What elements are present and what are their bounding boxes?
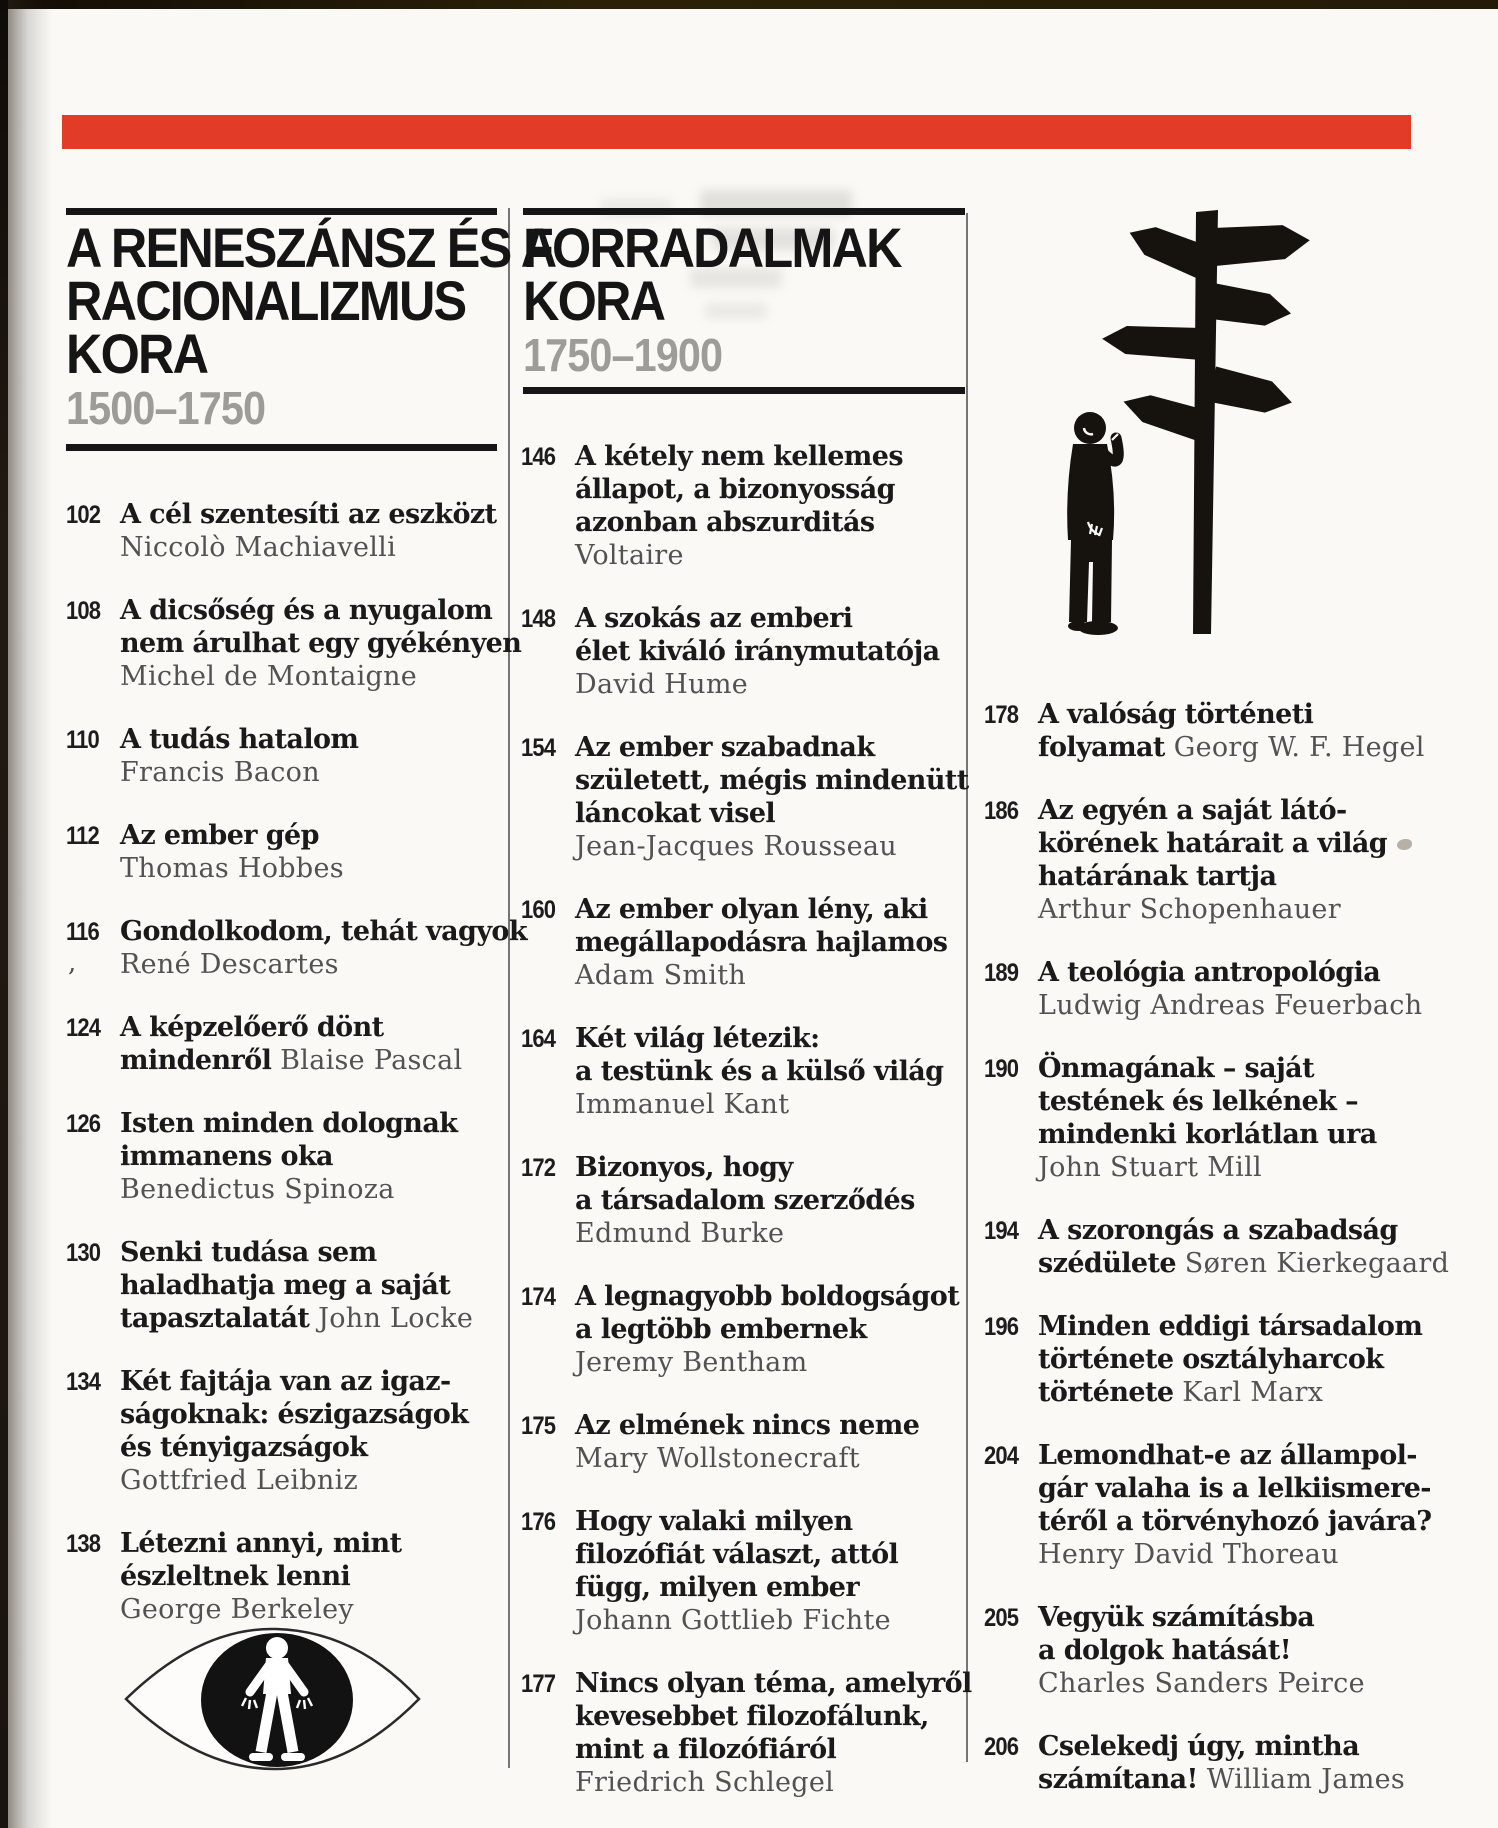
entry-text <box>1038 1310 1422 1409</box>
entry-text <box>1038 698 1425 764</box>
entry-title-line: A dicsőség és a nyugalom <box>120 595 493 626</box>
section-title <box>66 216 556 385</box>
toc-entry <box>66 819 508 885</box>
toc-entry <box>984 1439 1462 1571</box>
entry-title-line: a testünk és a külső világ <box>575 1056 944 1087</box>
section-years: 1750–1900 <box>523 329 723 381</box>
entry-author: Benedictus Spinoza <box>120 1174 395 1205</box>
entry-page-number: 164 <box>521 1025 556 1053</box>
toc-entry <box>984 1601 1462 1700</box>
entry-page-number: 154 <box>521 734 556 762</box>
entry-author: George Berkeley <box>120 1594 354 1625</box>
entry-text <box>120 915 527 981</box>
entry-title-line: Lemondhat-e az állampol- <box>1038 1440 1417 1471</box>
entry-page-number: 175 <box>521 1412 556 1440</box>
entry-title-line: A képzelőerő dönt <box>120 1012 384 1043</box>
toc-entry <box>66 1527 508 1626</box>
red-accent-bar <box>62 115 1411 149</box>
entry-title-line: mindenről <box>120 1045 272 1076</box>
entry-title-line: mindenki korlátlan ura <box>1038 1119 1377 1150</box>
entry-author: Adam Smith <box>575 960 747 991</box>
entry-text <box>1038 1601 1365 1700</box>
entry-title-line: A cél szentesíti az eszközt <box>120 499 497 530</box>
entry-author: Søren Kierkegaard <box>1175 1248 1450 1279</box>
entry-author: John Locke <box>309 1303 474 1334</box>
entry-author: Jean-Jacques Rousseau <box>575 831 897 862</box>
entry-author: Blaise Pascal <box>271 1045 463 1076</box>
toc-entry <box>521 440 968 572</box>
entry-page-number: 204 <box>984 1442 1019 1470</box>
sign-arrow-left <box>1119 386 1205 440</box>
entry-author: Edmund Burke <box>575 1218 785 1249</box>
section-title-line: A RENESZÁNSZ ÉS A <box>66 216 556 279</box>
header-rule-bottom <box>66 444 497 451</box>
entry-title-line: szédülete <box>1038 1248 1176 1279</box>
header-rule-bottom <box>523 387 965 394</box>
entry-author: Ludwig Andreas Feuerbach <box>1038 990 1423 1021</box>
entry-page-number: 205 <box>984 1604 1019 1632</box>
toc-entry <box>521 1505 968 1637</box>
entry-title-line: állapot, a bizonyosság <box>575 474 895 505</box>
entry-author: Arthur Schopenhauer <box>1038 894 1341 925</box>
entry-author: Jeremy Bentham <box>575 1347 808 1378</box>
entry-title-line: ságoknak: észigazságok <box>120 1399 469 1430</box>
entry-author: Voltaire <box>575 540 684 571</box>
thinking-man-figure <box>1067 412 1118 635</box>
entry-text <box>575 1409 919 1475</box>
entry-text <box>575 731 969 863</box>
toc-entry <box>984 698 1462 764</box>
entry-title-line: határának tartja <box>1038 861 1277 892</box>
eye-illustration <box>105 1618 440 1783</box>
entry-title-line: Az ember szabadnak <box>575 732 875 763</box>
entry-page-number: 172 <box>521 1154 556 1182</box>
toc-column-2-entries <box>521 440 972 1828</box>
entry-page-number: 206 <box>984 1733 1019 1761</box>
entry-page-number: 194 <box>984 1217 1019 1245</box>
entry-title-line: A kétely nem kellemes <box>575 441 903 472</box>
scan-top-edge <box>0 0 1498 9</box>
entry-title-line: testének és lelkének – <box>1038 1086 1358 1117</box>
entry-title-line: körének határait a világ <box>1038 828 1388 859</box>
entry-author: David Hume <box>575 669 749 700</box>
entry-page-number: 196 <box>984 1313 1019 1341</box>
entry-text <box>575 1667 972 1799</box>
entry-title-line: Bizonyos, hogy <box>575 1152 793 1183</box>
entry-title-line: született, mégis mindenütt <box>575 765 969 796</box>
entry-title-line: Vegyük számításba <box>1038 1602 1315 1633</box>
entry-title-line: folyamat <box>1038 732 1165 763</box>
entry-title-line: Két világ létezik: <box>575 1023 820 1054</box>
entry-text <box>1038 1730 1405 1796</box>
entry-text <box>1038 1052 1377 1184</box>
entry-title-line: láncokat visel <box>575 798 776 829</box>
entry-page-number: 190 <box>984 1055 1019 1083</box>
entry-author: Mary Wollstonecraft <box>575 1443 860 1474</box>
entry-title-line: Cselekedj úgy, mintha <box>1038 1731 1360 1762</box>
entry-text <box>120 1527 401 1626</box>
entry-page-number: 160 <box>521 896 556 924</box>
entry-text <box>575 1505 898 1637</box>
book-spine-shadow <box>8 0 52 1828</box>
entry-page-number: 126 <box>66 1110 101 1138</box>
entry-page-number: 148 <box>521 605 556 633</box>
entry-text <box>120 498 496 564</box>
entry-text <box>120 819 344 885</box>
section-header-renaissance <box>66 208 556 451</box>
entry-title-line: Minden eddigi társadalom <box>1038 1311 1423 1342</box>
entry-text <box>120 1011 462 1077</box>
toc-entry <box>521 1280 968 1379</box>
entry-title-line: története osztályharcok <box>1038 1344 1384 1375</box>
entry-page-number: 108 <box>66 597 101 625</box>
entry-title-line: észleltnek lenni <box>120 1561 351 1592</box>
toc-entry <box>66 1236 508 1335</box>
section-years: 1500–1750 <box>66 382 266 434</box>
entry-page-number: 178 <box>984 701 1019 729</box>
entry-title-line: megállapodásra hajlamos <box>575 927 948 958</box>
entry-title-line: azonban abszurditás <box>575 507 875 538</box>
entry-title-line: kevesebbet filozofálunk, <box>575 1701 929 1732</box>
column-divider <box>508 208 510 1768</box>
entry-text <box>1038 956 1422 1022</box>
entry-title-line: filozófiát választ, attól <box>575 1539 899 1570</box>
entry-title-line: a dolgok hatását! <box>1038 1635 1291 1666</box>
entry-page-number: 116 <box>66 918 99 946</box>
entry-author: Michel de Montaigne <box>120 661 418 692</box>
entry-title-line: Isten minden dolognak <box>120 1108 458 1139</box>
toc-entry <box>66 1107 508 1206</box>
print-smudge <box>1397 839 1412 850</box>
entry-text <box>1038 1214 1449 1280</box>
entry-page-number: 174 <box>521 1283 556 1311</box>
header-rule-top <box>523 208 965 215</box>
entry-title-line: téről a törvényhozó javára? <box>1038 1506 1432 1537</box>
toc-entry <box>66 594 522 693</box>
entry-page-number: 138 <box>66 1530 101 1558</box>
entry-page-number: 124 <box>66 1014 101 1042</box>
entry-title-line: Az ember gép <box>120 820 319 851</box>
sign-arrow-right <box>1208 366 1296 420</box>
entry-author: Francis Bacon <box>120 757 320 788</box>
entry-title-line: függ, milyen ember <box>575 1572 860 1603</box>
entry-title-line: Senki tudása sem <box>120 1237 377 1268</box>
entry-text <box>575 1280 959 1379</box>
entry-author: Johann Gottlieb Fichte <box>575 1605 891 1636</box>
entry-title-line: A legnagyobb boldogságot <box>575 1281 960 1312</box>
entry-text <box>1038 1439 1432 1571</box>
sign-arrow-right <box>1213 221 1311 266</box>
entry-text <box>120 723 358 789</box>
entry-title-line: A tudás hatalom <box>120 724 359 755</box>
entry-page-number: 130 <box>66 1239 101 1267</box>
entry-author: John Stuart Mill <box>1038 1152 1262 1183</box>
entry-title-line: tapasztalatát <box>120 1303 310 1334</box>
entry-author: Gottfried Leibniz <box>120 1465 359 1496</box>
entry-text <box>575 893 947 992</box>
toc-entry <box>984 1310 1462 1409</box>
entry-text <box>120 594 521 693</box>
entry-title-line: gár valaha is a lelkiismere- <box>1038 1473 1431 1504</box>
entry-title-line: immanens oka <box>120 1141 333 1172</box>
entry-text <box>575 1022 943 1121</box>
toc-entry <box>521 602 968 701</box>
entry-page-number: 177 <box>521 1670 556 1698</box>
entry-text <box>1038 794 1412 926</box>
entry-page-number: 176 <box>521 1508 556 1536</box>
sign-arrow-left <box>1123 217 1208 278</box>
toc-entry <box>66 723 508 789</box>
entry-title-line: és tényigazságok <box>120 1432 368 1463</box>
entry-page-number: 102 <box>66 501 101 529</box>
toc-column-1-entries <box>66 498 527 1656</box>
entry-author: Charles Sanders Peirce <box>1038 1668 1365 1699</box>
entry-page-number: 110 <box>66 726 99 754</box>
book-spine-edge <box>0 0 8 1828</box>
entry-title-line: Önmagának – saját <box>1038 1053 1314 1084</box>
entry-title-line: a legtöbb embernek <box>575 1314 867 1345</box>
entry-text <box>120 1236 473 1335</box>
toc-column-3-entries <box>984 698 1462 1826</box>
entry-title-line: a társadalom szerződés <box>575 1185 915 1216</box>
entry-author: Friedrich Schlegel <box>575 1767 835 1798</box>
sign-arrow-right <box>1209 283 1294 331</box>
entry-title-line: Létezni annyi, mint <box>120 1528 402 1559</box>
header-rule-top <box>66 208 497 215</box>
entry-text <box>575 602 940 701</box>
entry-title-line: Az elmének nincs neme <box>575 1410 920 1441</box>
entry-author: René Descartes <box>120 949 339 980</box>
toc-entry <box>66 1011 508 1077</box>
toc-entry <box>66 915 527 981</box>
entry-author: William James <box>1197 1764 1406 1795</box>
toc-entry <box>521 1409 968 1475</box>
toc-entry <box>521 1151 968 1250</box>
toc-entry <box>984 1730 1462 1796</box>
toc-entry <box>521 893 968 992</box>
entry-title-line: A szokás az emberi <box>575 603 853 634</box>
section-header-revolutions <box>523 208 965 394</box>
entry-title-line: A teológia antropológia <box>1038 957 1381 988</box>
entry-page-number: 134 <box>66 1368 101 1396</box>
section-title <box>523 216 965 332</box>
toc-entry <box>66 1365 508 1497</box>
entry-author: Henry David Thoreau <box>1038 1539 1339 1570</box>
toc-entry <box>521 731 968 863</box>
entry-text <box>575 1151 915 1250</box>
entry-title-line: A szorongás a szabadság <box>1038 1215 1398 1246</box>
entry-text <box>575 440 903 572</box>
entry-author: Thomas Hobbes <box>120 853 344 884</box>
entry-title-line: mint a filozófiáról <box>575 1734 837 1765</box>
entry-page-number: 186 <box>984 797 1019 825</box>
entry-author: Karl Marx <box>1173 1377 1324 1408</box>
entry-title-line: Az ember olyan lény, aki <box>575 894 928 925</box>
sign-arrow-left <box>1101 323 1203 360</box>
entry-page-number: 189 <box>984 959 1019 987</box>
entry-title-line: története <box>1038 1377 1174 1408</box>
entry-text <box>120 1107 457 1206</box>
section-title-line: KORA <box>66 322 208 385</box>
toc-entry <box>521 1667 972 1799</box>
entry-title-line: Az egyén a saját látó- <box>1038 795 1347 826</box>
scan-stray-mark: , <box>68 948 77 978</box>
toc-entry <box>984 1214 1462 1280</box>
toc-entry <box>66 498 508 564</box>
signpost-illustration <box>1020 180 1380 650</box>
entry-page-number: 112 <box>66 822 99 850</box>
toc-entry <box>984 956 1462 1022</box>
entry-title-line: Hogy valaki milyen <box>575 1506 853 1537</box>
entry-page-number: 146 <box>521 443 556 471</box>
toc-entry <box>984 1052 1462 1184</box>
entry-title-line: A valóság történeti <box>1038 699 1314 730</box>
entry-title-line: Két fajtája van az igaz- <box>120 1366 451 1397</box>
entry-title-line: haladhatja meg a saját <box>120 1270 451 1301</box>
entry-author: Immanuel Kant <box>575 1089 790 1120</box>
entry-title-line: Gondolkodom, tehát vagyok <box>120 916 527 947</box>
entry-title-line: élet kiváló iránymutatója <box>575 636 940 667</box>
entry-title-line: nem árulhat egy gyékényen <box>120 628 522 659</box>
toc-entry <box>984 794 1462 926</box>
section-title-line: KORA <box>523 269 665 332</box>
entry-title-line: számítana! <box>1038 1764 1198 1795</box>
toc-entry <box>521 1022 968 1121</box>
entry-author: Niccolò Machiavelli <box>120 532 397 563</box>
entry-text <box>120 1365 468 1497</box>
section-title-line: FORRADALMAK <box>523 216 901 279</box>
entry-author: Georg W. F. Hegel <box>1164 732 1425 763</box>
section-title-line: RACIONALIZMUS <box>66 269 466 332</box>
entry-title-line: Nincs olyan téma, amelyről <box>575 1668 972 1699</box>
